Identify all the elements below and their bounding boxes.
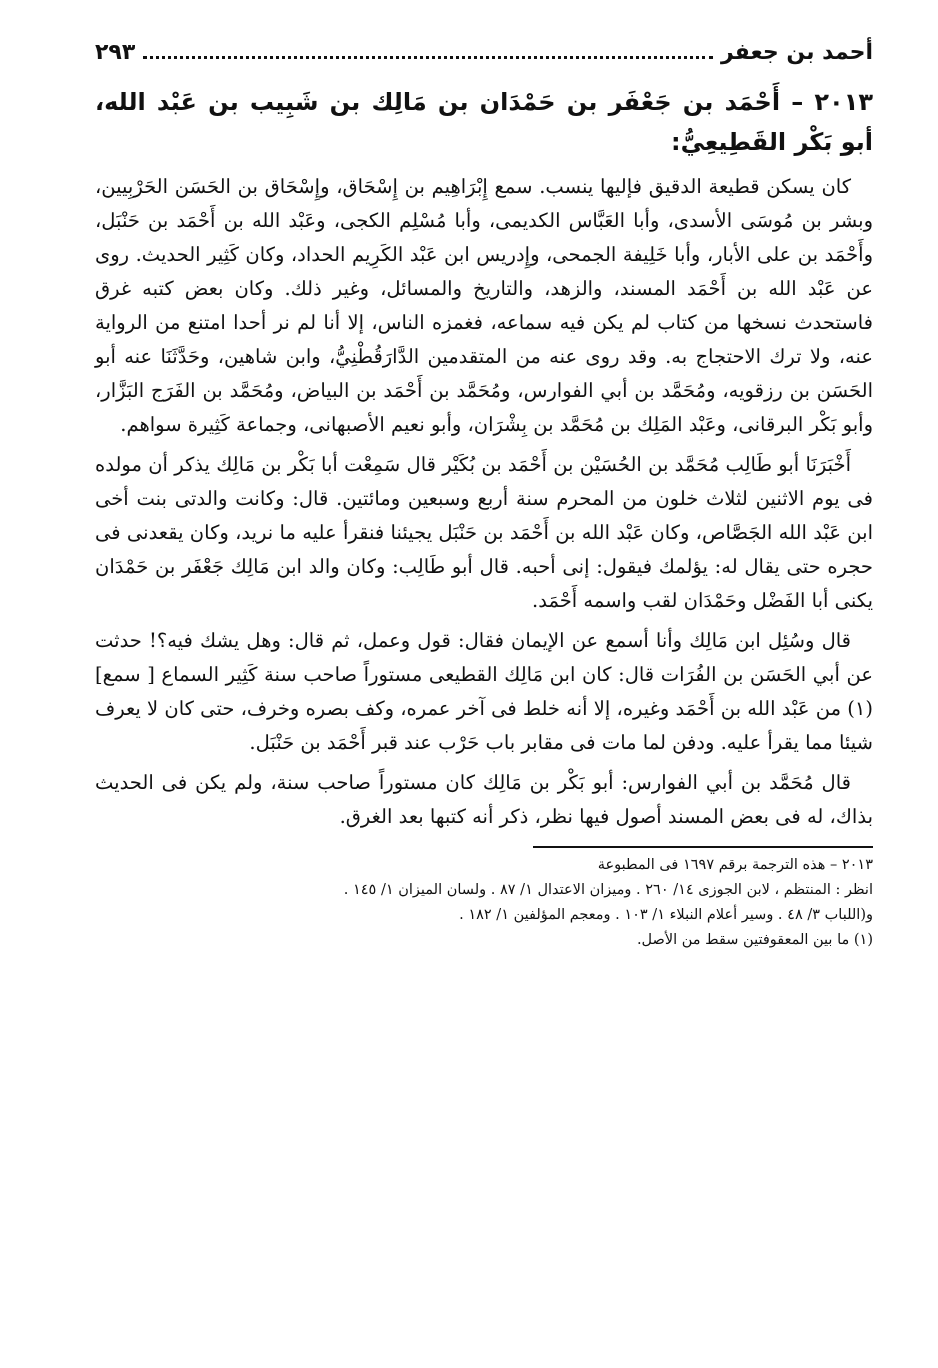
header-dot-leader bbox=[143, 42, 713, 59]
footnote-1: (١) ما بين المعقوفتين سقط من الأصل. bbox=[636, 932, 873, 948]
footnote-entry-reference: ٢٠١٣ – هذه الترجمة برقم ١٦٩٧ فى المطبوعة bbox=[597, 857, 873, 873]
page-number: ٢٩٣ bbox=[95, 40, 136, 65]
body-paragraph-3: قال وسُئِل ابن مَالِك وأنا أسمع عن الإيمان فقال: قول وعمل، ثم قال: وهل يشك فيه؟! حدثت عن أبي الحَسَن بن الفُرَات قال: كان ابن مَالِك القطيعى مستوراً صاحب سنة كَثِير السماع [ سمع](١) من عَبْد الله بن أَحْمَد وغيره، إلا أنه خلط فى آخر عمره، وكف بصره وخرف، حتى كان لا يعرف شيئا مما يقرأ عليه. ودفن لما مات فى مقابر باب حَرْب عند قبر أَحْمَد بن حَنْبَل. bbox=[95, 629, 873, 754]
footnote-sources-2: و(اللباب ٣/ ٤٨ . وسير أعلام النبلاء ١/ ١٠٣ . ومعجم المؤلفين ١/ ١٨٢ . bbox=[459, 907, 873, 923]
running-header bbox=[95, 40, 873, 82]
footnotes bbox=[95, 854, 873, 951]
running-title: أحمد بن جعفر bbox=[720, 40, 873, 65]
footnote-sources-1: انظر : المنتظم ، لابن الجوزى ١٤/ ٢٦٠ . وميزان الاعتدال ١/ ٨٧ . ولسان الميزان ١/ ١٤٥ . bbox=[343, 882, 873, 898]
body-paragraph-2: أَخْبَرَنَا أبو طَالِب مُحَمَّد بن الحُسَيْن بن أَحْمَد بن بُكَيْر قال سَمِعْت أبا بَكْر بن مَالِك يذكر أن مولده فى يوم الاثنين لثلاث خلون من المحرم سنة أربع وسبعين ومائتين. قال: وكانت والدتى بنت أخى ابن عَبْد الله الجَصَّاص، وكان عَبْد الله بن أَحْمَد بن حَنْبَل يجيئنا فنقرأ عليه ما نريد، وكان يقعدنى فى حجره حتى يقال له: يؤلمك فيقول: إنى أحبه. قال أبو طَالِب: وكان والد ابن مَالِك جَعْفَر بن حَمْدَان يكنى أبا الفَضْل وحَمْدَان لقب واسمه أَحْمَد. bbox=[95, 453, 873, 612]
entry-title: ٢٠١٣ – أَحْمَد بن جَعْفَر بن حَمْدَان بن مَالِك بن شَبِيب بن عَبْد الله، أبو بَكْر القَطِيعِيُّ: bbox=[95, 88, 873, 156]
book-page bbox=[95, 40, 873, 954]
footnote-divider bbox=[533, 846, 873, 848]
body-paragraph-1: كان يسكن قطيعة الدقيق فإليها ينسب. سمع إِبْرَاهِيم بن إِسْحَاق، وإِسْحَاق بن الحَسَن الحَرْبِيين، وبشر بن مُوسَى الأسدى، وأبا العَبَّاس الكديمى، وأبا مُسْلِم الكجى، وعَبْد الله بن أَحْمَد بن حَنْبَل، وأَحْمَد بن على الأبار، وأبا خَلِيفة الجمحى، وإِدريس ابن عَبْد الكَرِيم الحداد، وكان كَثِير الحديث. روى عن عَبْد الله بن أَحْمَد المسند، والزهد، والتاريخ والمسائل، وغير ذلك. وكان بعض كتبه غرق فاستحدث نسخها من كتاب لم يكن فيه سماعه، فغمزه الناس، إلا أنا لم نر أحدا امتنع من الرواية عنه، ولا ترك الاحتجاج به. وقد روى عنه من المتقدمين الدَّارَقُطْنِيُّ، وابن شاهين، وحَدَّثَنَا عنه أبو الحَسَن بن رزقويه، ومُحَمَّد بن أبي الفوارس، ومُحَمَّد بن أَحْمَد بن البياض، ومُحَمَّد بن الفَرَج البَزَّار، وأبو بَكْر البرقانى، وعَبْد المَلِك بن مُحَمَّد بن بِشْرَان، وأبو نعيم الأصبهانى، وجماعة كَثِيرة سواهم. bbox=[95, 175, 873, 436]
body-paragraph-4: قال مُحَمَّد بن أبي الفوارس: أبو بَكْر بن مَالِك كان مستوراً صاحب سنة، ولم يكن فى الحديث بذاك، له فى بعض المسند أصول فيها نظر، ذكر أنه كتبها بعد الغرق. bbox=[95, 771, 873, 828]
